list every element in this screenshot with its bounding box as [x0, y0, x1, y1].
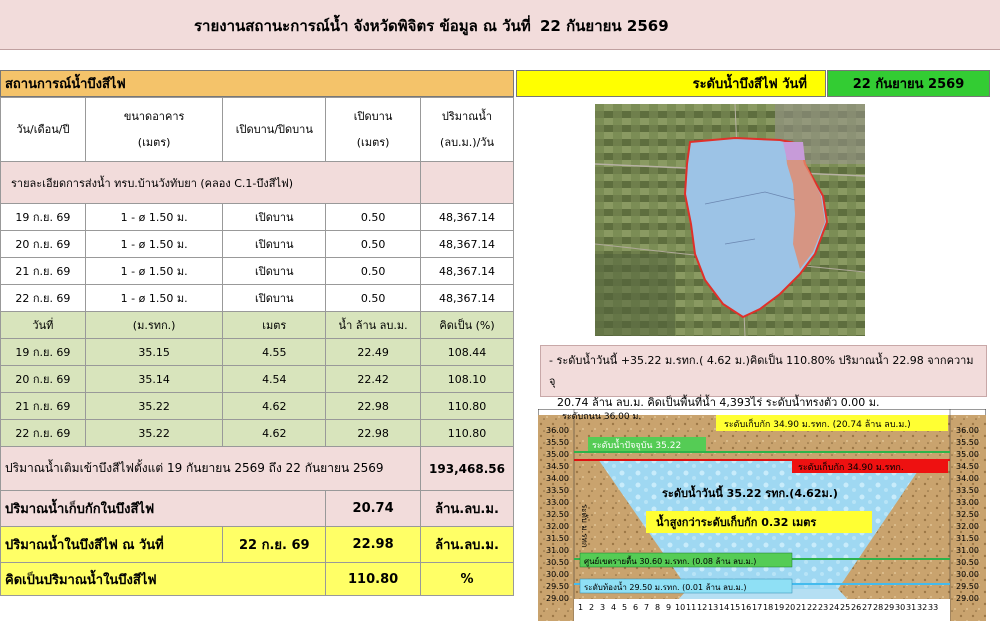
satellite-map — [595, 104, 865, 336]
note-line-2: 20.74 ล้าน ลบ.ม. คิดเป็นพื้นที่น้ำ 4,393ไร่ ระดับน้ำทรงตัว 0.00 ม. — [557, 396, 880, 409]
x-tick: 14 — [719, 603, 730, 612]
table-row: 20 ก.ย. 69 1 - ø 1.50 ม. เปิดบาน 0.50 48,367.14 — [1, 231, 514, 258]
x-tick: 18 — [763, 603, 774, 612]
table-row: 21 ก.ย. 69 1 - ø 1.50 ม. เปิดบาน 0.50 48,367.14 — [1, 258, 514, 285]
y-tick-right: 35.00 — [956, 450, 979, 459]
sum-label: ปริมาณน้ำเติมเข้าบึงสีไฟตั้งแต่ 19 กันยายน 2569 ถึง 22 กันยายน 2569 — [1, 447, 421, 491]
above-storage-label: น้ำสูงกว่าระดับเก็บกัก 0.32 เมตร — [656, 516, 817, 529]
y-tick-right: 32.00 — [956, 522, 979, 531]
percent-unit: % — [421, 563, 514, 596]
water-table — [0, 97, 514, 596]
y-tick-right: 34.50 — [956, 462, 979, 471]
x-tick: 16 — [741, 603, 752, 612]
level-title: ระดับน้ำบึงสีไฟ วันที่ — [516, 70, 826, 97]
percent-value: 110.80 — [326, 563, 421, 596]
percent-label: คิดเป็นปริมาณน้ำในบึงสีไฟ — [1, 563, 326, 596]
y-tick-right: 31.50 — [956, 534, 979, 543]
note-line-1: - ระดับน้ำวันนี้ +35.22 ม.รทก.( 4.62 ม.)คิดเป็น 110.80% ปริมาณน้ำ 22.98 จากความจุ — [549, 354, 974, 388]
header-opening: เปิดบาน (เมตร) — [326, 98, 421, 162]
bottom-level-label: ระดับท้องน้ำ 29.50 ม.รทก. (0.01 ล้าน ลบ.ม.) — [584, 583, 747, 592]
detail-row — [1, 162, 514, 204]
y-tick: 35.00 — [546, 450, 569, 459]
x-tick: 31 — [906, 603, 917, 612]
x-tick: 1 — [578, 603, 584, 612]
y-tick: 31.00 — [546, 546, 569, 555]
status-note — [540, 345, 987, 409]
report-banner — [0, 0, 1000, 50]
sum-row — [1, 447, 514, 491]
report-title: รายงานสถานะการณ์น้ำ จังหวัดพิจิตร ข้อมูล ณ วันที่ — [194, 17, 531, 35]
dead-storage-label: ศูนย์เขตรายตื้น 30.60 ม.รทก. (0.08 ล้าน ลบ.ม.) — [584, 557, 757, 566]
y-tick: 30.50 — [546, 558, 569, 567]
sum-value: 193,468.56 — [421, 447, 514, 491]
header-volume: ปริมาณน้ำ (ลบ.ม.)/วัน — [421, 98, 514, 162]
x-tick: 32 — [917, 603, 928, 612]
y-tick-right: 32.50 — [956, 510, 979, 519]
x-tick: 24 — [829, 603, 840, 612]
table-row: 19 ก.ย. 69 1 - ø 1.50 ม. เปิดบาน 0.50 48,367.14 — [1, 204, 514, 231]
y-tick: 32.50 — [546, 510, 569, 519]
x-tick: 12 — [697, 603, 708, 612]
header-size: ขนาดอาคาร (เมตร) — [85, 98, 223, 162]
x-tick: 4 — [611, 603, 617, 612]
header-date: วัน/เดือน/ปี — [1, 98, 86, 162]
y-tick-right: 36.00 — [956, 426, 979, 435]
detail-text: รายละเอียดการส่งน้ำ ทรบ.บ้านวังทับยา (คลอง C.1-บึงสีไฟ) — [1, 162, 421, 204]
x-tick: 27 — [862, 603, 873, 612]
y-tick: 34.50 — [546, 462, 569, 471]
current-volume-date: 22 ก.ย. 69 — [223, 527, 326, 563]
y-tick-right: 29.50 — [956, 582, 979, 591]
y-tick: 32.00 — [546, 522, 569, 531]
storage-red-label: ระดับเก็บกัก 34.90 ม.รทก. — [798, 463, 904, 473]
x-tick: 28 — [873, 603, 884, 612]
y-tick-right: 35.50 — [956, 438, 979, 447]
y-tick: 31.50 — [546, 534, 569, 543]
level-date: 22 กันยายน 2569 — [827, 70, 990, 97]
x-tick: 6 — [633, 603, 639, 612]
x-tick: 3 — [600, 603, 606, 612]
current-volume-row — [1, 527, 514, 563]
storage-label: ปริมาณน้ำเก็บกักในบึงสีไฟ — [1, 491, 326, 527]
x-tick: 11 — [686, 603, 697, 612]
table-header-row — [1, 98, 514, 162]
table-row: 22 ก.ย. 69 35.22 4.62 22.98 110.80 — [1, 420, 514, 447]
y-tick-right: 33.50 — [956, 486, 979, 495]
section-title: สถานการณ์น้ำบึงสีไฟ — [0, 70, 514, 97]
storage-level-label: ระดับเก็บกัก 34.90 ม.รทก. (20.74 ล้าน ลบ.ม.) — [724, 420, 911, 430]
x-tick: 13 — [708, 603, 719, 612]
y-tick-right: 30.00 — [956, 570, 979, 579]
x-tick: 22 — [807, 603, 818, 612]
y-tick-right: 33.00 — [956, 498, 979, 507]
x-tick: 30 — [895, 603, 906, 612]
road-level-label: ระดับถนน 36.00 ม. — [562, 412, 642, 422]
x-tick: 29 — [884, 603, 895, 612]
table-row: 19 ก.ย. 69 35.15 4.55 22.49 108.44 — [1, 339, 514, 366]
y-tick: 34.00 — [546, 474, 569, 483]
x-tick: 2 — [589, 603, 595, 612]
x-tick: 23 — [818, 603, 829, 612]
x-tick: 20 — [785, 603, 796, 612]
y-tick: 29.00 — [546, 594, 569, 603]
x-tick: 26 — [851, 603, 862, 612]
storage-unit: ล้าน.ลบ.ม. — [421, 491, 514, 527]
x-tick: 7 — [644, 603, 650, 612]
x-tick: 9 — [666, 603, 672, 612]
current-volume-label: ปริมาณน้ำในบึงสีไฟ ณ วันที่ — [1, 527, 223, 563]
y-tick-right: 34.00 — [956, 474, 979, 483]
x-tick: 17 — [752, 603, 763, 612]
x-tick: 33 — [928, 603, 939, 612]
y-axis-label: ระดับ ม.รทก — [580, 504, 589, 548]
y-tick: 35.50 — [546, 438, 569, 447]
x-tick: 19 — [774, 603, 785, 612]
header-gate: เปิดบาน/ปิดบาน — [223, 98, 326, 162]
y-tick-right: 29.00 — [956, 594, 979, 603]
table-row: 22 ก.ย. 69 1 - ø 1.50 ม. เปิดบาน 0.50 48,367.14 — [1, 285, 514, 312]
x-tick: 5 — [622, 603, 628, 612]
table-row: 21 ก.ย. 69 35.22 4.62 22.98 110.80 — [1, 393, 514, 420]
cross-section-diagram — [538, 409, 986, 621]
y-tick-right: 30.50 — [956, 558, 979, 567]
x-tick: 21 — [796, 603, 807, 612]
y-tick-right: 31.00 — [956, 546, 979, 555]
x-tick: 15 — [730, 603, 741, 612]
y-tick: 33.50 — [546, 486, 569, 495]
x-tick: 10 — [675, 603, 686, 612]
current-volume-unit: ล้าน.ลบ.ม. — [421, 527, 514, 563]
level-header-row: วันที่ (ม.รทก.) เมตร น้ำ ล้าน ลบ.ม. คิดเป็น (%) — [1, 312, 514, 339]
y-tick: 36.00 — [546, 426, 569, 435]
report-date: 22 กันยายน 2569 — [540, 17, 669, 35]
current-level-label: ระดับน้ำปัจจุบัน 35.22 — [592, 441, 682, 451]
table-row: 20 ก.ย. 69 35.14 4.54 22.42 108.10 — [1, 366, 514, 393]
percent-row — [1, 563, 514, 596]
y-tick: 33.00 — [546, 498, 569, 507]
y-tick: 29.50 — [546, 582, 569, 591]
today-level-label: ระดับน้ำวันนี้ 35.22 รทก.(4.62ม.) — [662, 487, 838, 500]
storage-value: 20.74 — [326, 491, 421, 527]
current-volume-value: 22.98 — [326, 527, 421, 563]
storage-row — [1, 491, 514, 527]
x-tick: 25 — [840, 603, 851, 612]
x-tick: 8 — [655, 603, 661, 612]
y-tick: 30.00 — [546, 570, 569, 579]
